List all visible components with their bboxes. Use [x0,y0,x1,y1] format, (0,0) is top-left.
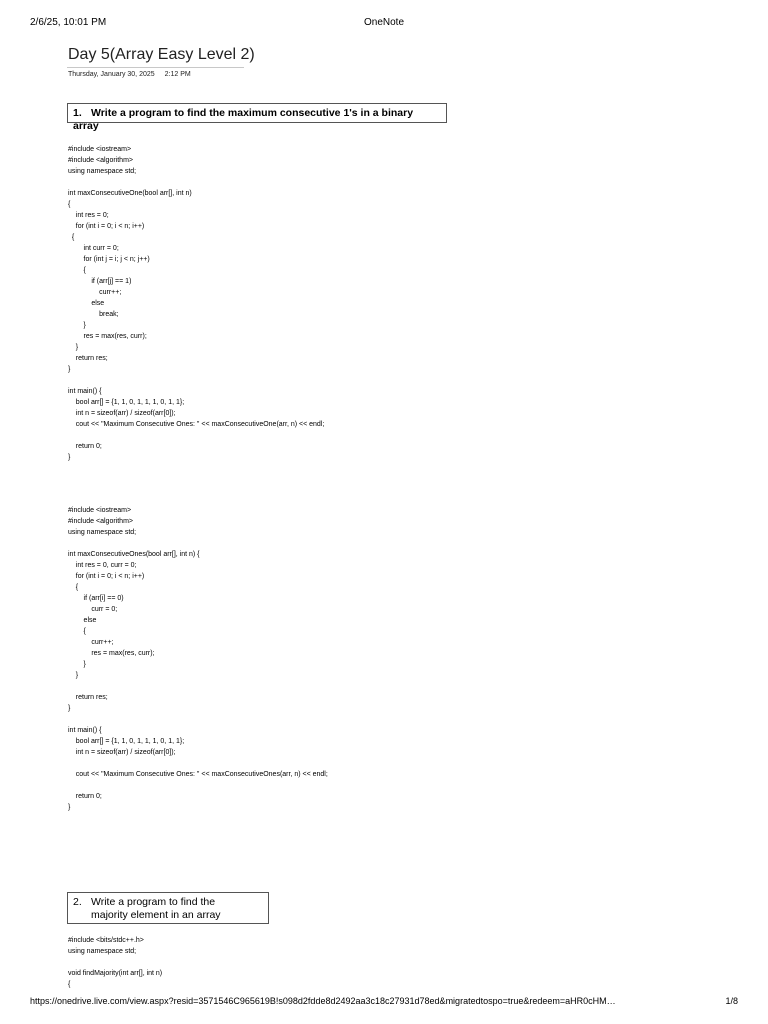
code-block-2: #include <iostream> #include <algorithm> using namespace std; int maxConsecutiveOnes(bool arr[], int n) { int res = 0, curr = 0; for (int i = 0; i < n; i++) { if (arr[i] == 0) curr = 0; else { curr++; res = max(res, curr); } } return res; } int main() { bool arr[] = {1, 1, 0, 1, 1, 1, 0, 1, 1}; int n = sizeof(arr) / sizeof(arr[0]); cout << "Maximum Consecutive Ones: " << maxConsecutiveOnes(arr, n) << endl; return 0; } [68,507,328,811]
question-1-text: Write a program to find the maximum consecutive 1's in a binary array [73,107,414,132]
code-block-3: #include <bits/stdc++.h> using namespace std; void findMajority(int arr[], int n) { [68,937,163,988]
question-2-text-line2: majority element in an array [91,909,221,921]
question-2-text-line1: Write a program to find the [91,896,216,908]
question-1-box [67,103,447,132]
page-date: Thursday, January 30, 2025 [68,71,155,78]
question-2-number: 2. [73,896,82,908]
page-timestamp [68,71,191,78]
question-1-number: 1. [73,107,82,119]
page-number: 1/8 [725,996,738,1006]
print-url: https://onedrive.live.com/view.aspx?resid=3571546C965619B!s098d2fdde8d2492aa3c18c27931d78ed&migratedtospo=true&redeem=aHR0cHM… [30,996,616,1006]
print-datetime: 2/6/25, 10:01 PM [30,17,107,28]
question-2-box [67,892,269,924]
page-title: Day 5(Array Easy Level 2) [68,46,255,63]
print-app-name: OneNote [363,17,405,28]
code-block-1: #include <iostream> #include <algorithm> using namespace std; int maxConsecutiveOne(bool arr[], int n) { int res = 0; for (int i = 0; i < n; i++) { int curr = 0; for (int j = i; j < n; j++) { if (arr[j] == 1) curr++; else break; } res = max(res, curr); } return res; } int main() { bool arr[] = {1, 1, 0, 1, 1, 1, 0, 1, 1}; int n = sizeof(arr) / sizeof(arr[0]); cout << "Maximum Consecutive Ones: " << maxConsecutiveOne(arr, n) << endl; return 0; } [68,146,325,461]
title-divider [67,67,244,68]
page-time: 2:12 PM [164,71,191,78]
